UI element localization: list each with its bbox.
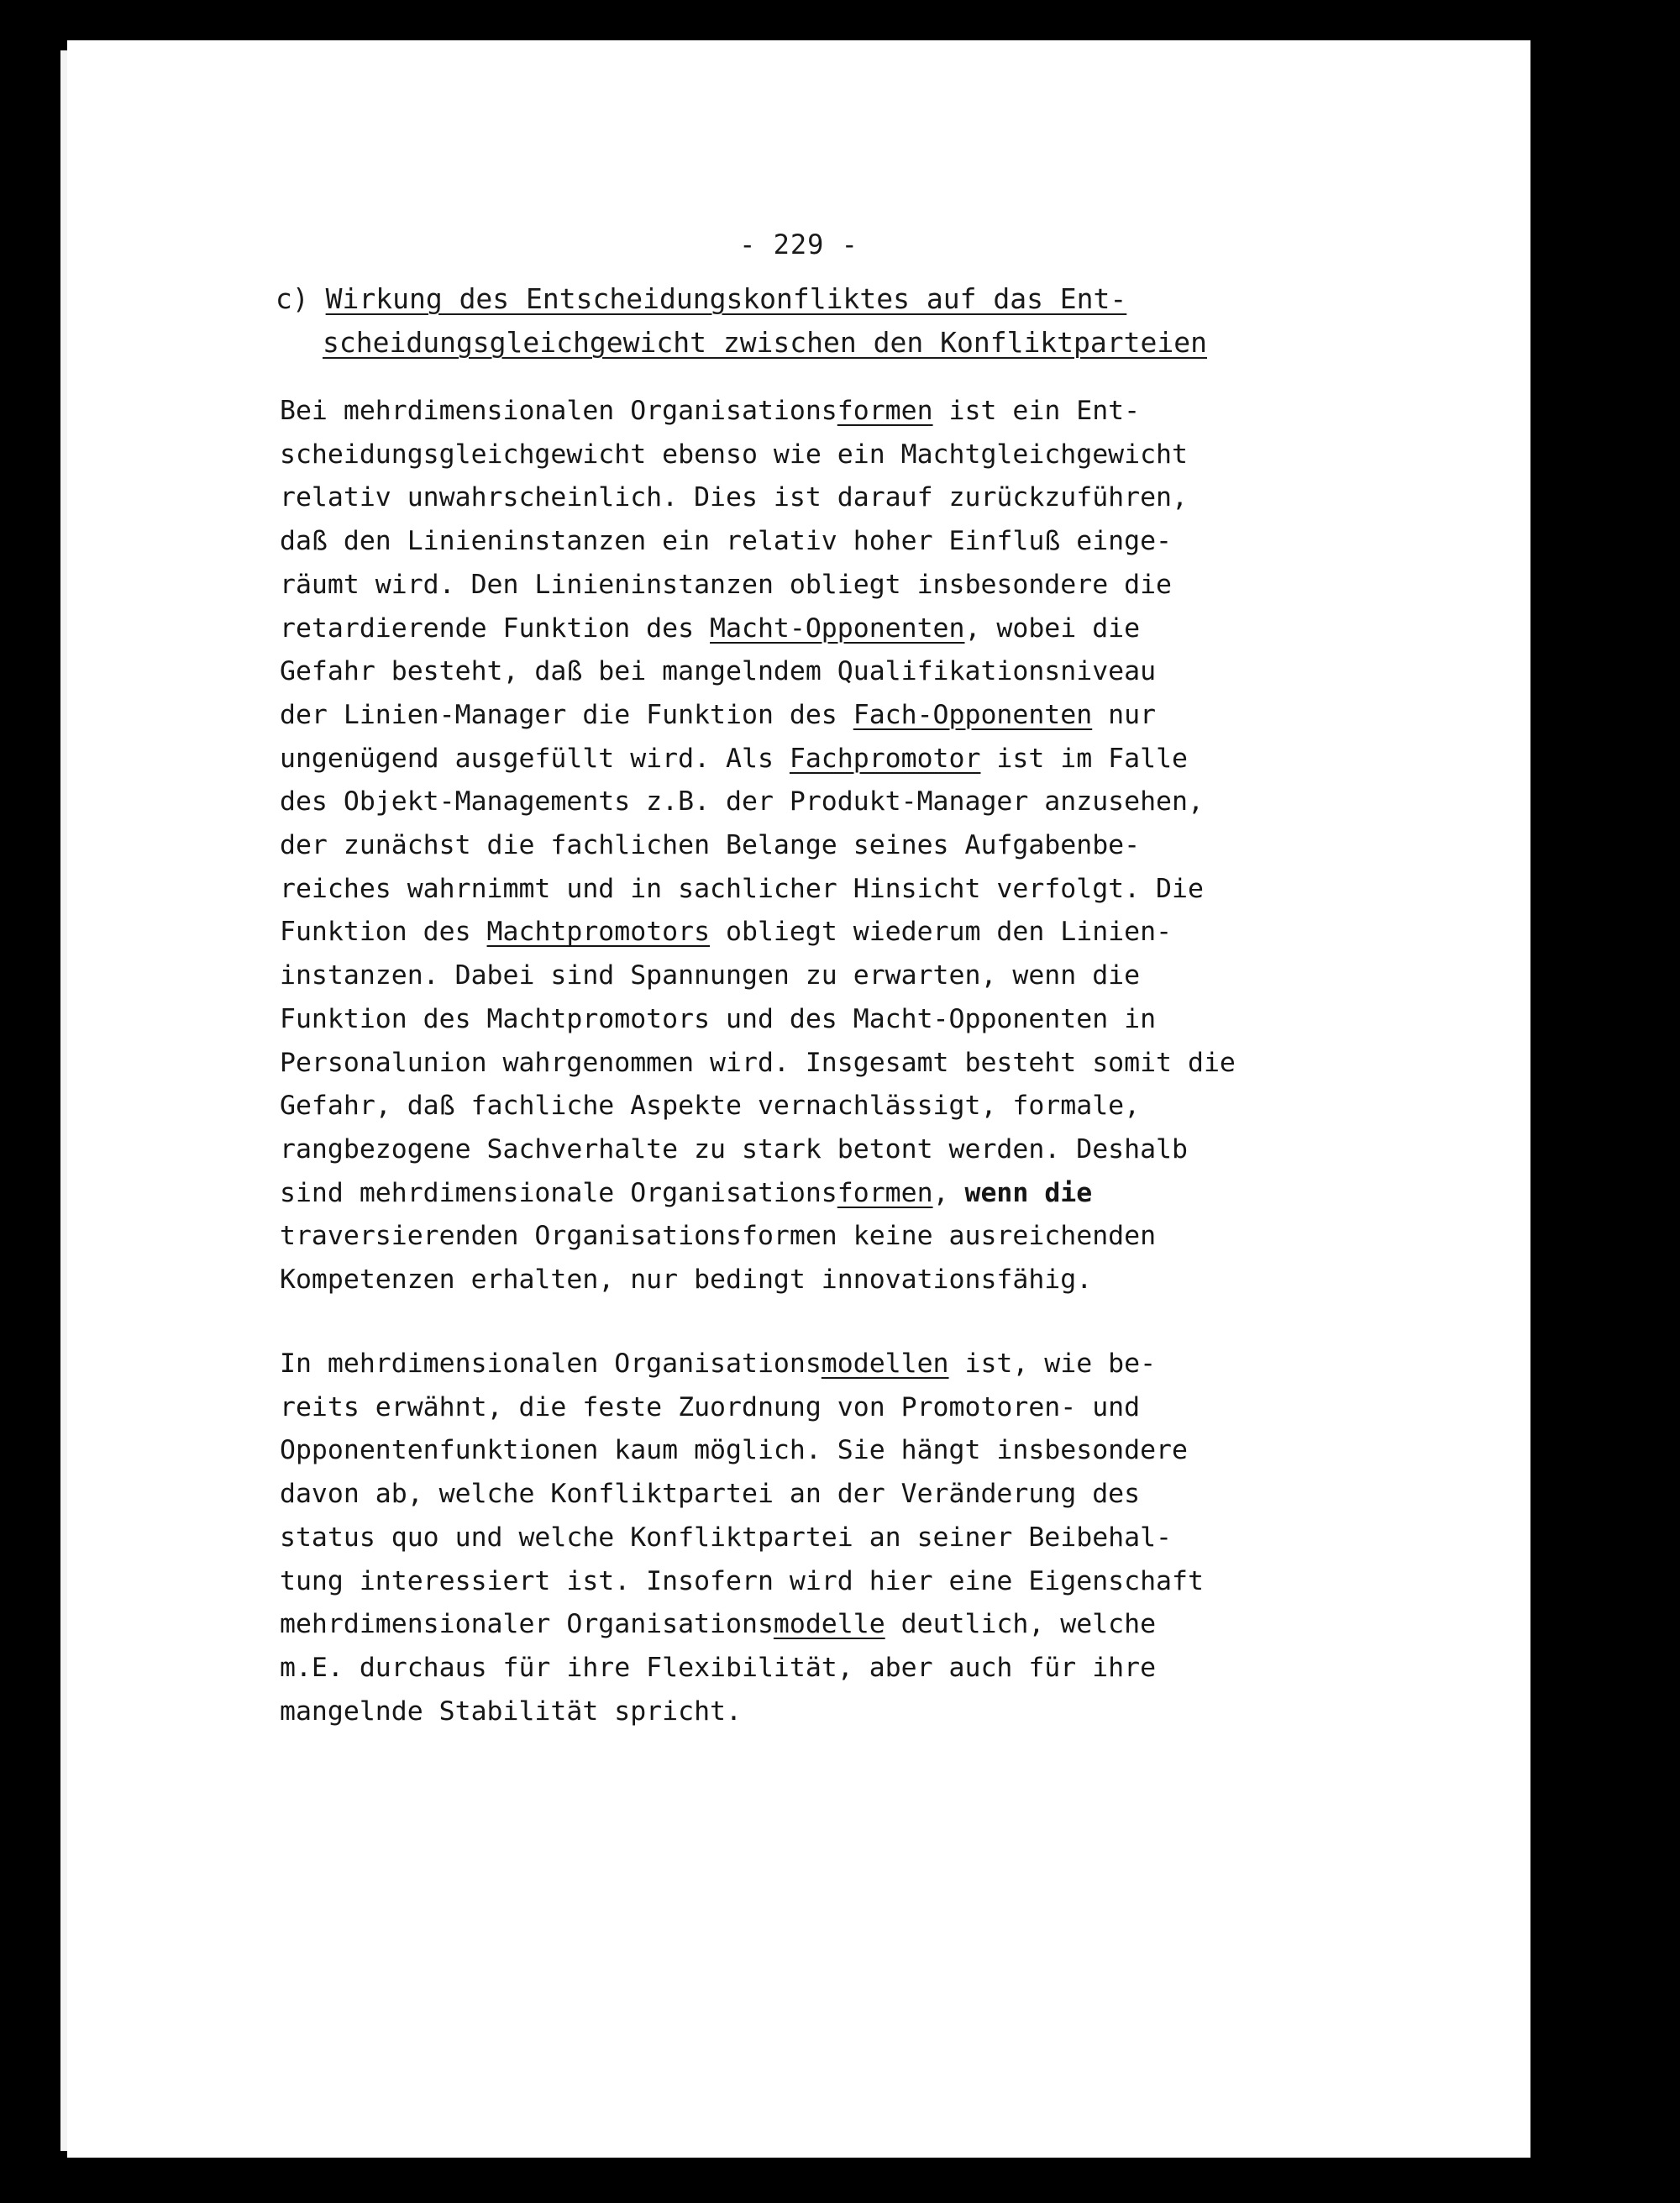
text-run: ist, wie be- [948, 1349, 1157, 1379]
underlined-term: formen [837, 396, 933, 426]
text-run: , wobei die [964, 613, 1141, 644]
text-run: nur [1092, 699, 1157, 730]
text-run: Funktion des [280, 917, 487, 948]
text-line: Gefahr, daß fachliche Aspekte vernachlässigt, formale, [280, 1091, 1141, 1122]
paragraph-1 [280, 390, 1236, 1302]
text-run: ist im Falle [980, 743, 1188, 774]
text-line: m.E. durchaus für ihre Flexibilität, aber auch für ihre [280, 1652, 1157, 1683]
underlined-term: formen [837, 1177, 933, 1208]
underlined-term: Macht-Opponenten [710, 613, 965, 644]
text-line: Opponentenfunktionen kaum möglich. Sie hängt insbesondere [280, 1435, 1188, 1466]
text-line: scheidungsgleichgewicht ebenso wie ein Machtgleichgewicht [280, 439, 1188, 470]
heading-line-1: Wirkung des Entscheidungskonfliktes auf das Ent- [325, 282, 1127, 315]
text-run: mehrdimensionaler Organisations [280, 1609, 774, 1640]
text-line: reiches wahrnimmt und in sachlicher Hinsicht verfolgt. Die [280, 873, 1204, 904]
text-line: daß den Linieninstanzen ein relativ hoher Einfluß einge- [280, 526, 1173, 557]
text-line: rangbezogene Sachverhalte zu stark betont werden. Deshalb [280, 1133, 1188, 1165]
text-line: Personalunion wahrgenommen wird. Insgesamt besteht somit die [280, 1047, 1236, 1078]
text-line: räumt wird. Den Linieninstanzen obliegt insbesondere die [280, 569, 1173, 600]
text-run: In mehrdimensionalen Organisations [280, 1349, 822, 1379]
section-heading [276, 277, 1207, 365]
text-run: sind mehrdimensionale Organisations [280, 1177, 837, 1208]
text-line: Funktion des Machtpromotors und des Macht-Opponenten in [280, 1003, 1157, 1034]
text-run: obliegt wiederum den Linien- [710, 917, 1173, 948]
text-run: ist ein Ent- [932, 396, 1141, 426]
page-number: - 229 - [739, 229, 858, 260]
text-line: traversierenden Organisationsformen keine ausreichenden [280, 1221, 1157, 1252]
text-line: der zunächst die fachlichen Belange seines Aufgabenbe- [280, 830, 1141, 861]
text-run: Bei mehrdimensionalen Organisations [280, 396, 837, 426]
text-run: ungenügend ausgefüllt wird. Als [280, 743, 790, 774]
heading-line-2: scheidungsgleichgewicht zwischen den Konfliktparteien [323, 326, 1207, 359]
heading-marker: c) [276, 282, 309, 315]
text-line: instanzen. Dabei sind Spannungen zu erwarten, wenn die [280, 960, 1141, 991]
underlined-term: modellen [821, 1349, 949, 1379]
text-run: deutlich, welche [885, 1609, 1157, 1640]
underlined-term: modelle [773, 1609, 885, 1640]
underlined-term: Fach-Opponenten [853, 699, 1093, 730]
text-line: status quo und welche Konfliktpartei an seiner Beibehal- [280, 1522, 1173, 1553]
underlined-term: Machtpromotors [486, 917, 711, 948]
text-line: Gefahr besteht, daß bei mangelndem Qualifikationsniveau [280, 656, 1157, 687]
text-line: tung interessiert ist. Insofern wird hier eine Eigenschaft [280, 1565, 1204, 1596]
paragraph-2 [280, 1343, 1204, 1733]
text-line: Kompetenzen erhalten, nur bedingt innovationsfähig. [280, 1264, 1093, 1296]
text-line: davon ab, welche Konfliktpartei an der Veränderung des [280, 1479, 1141, 1510]
text-line: des Objekt-Managements z.B. der Produkt-Manager anzusehen, [280, 786, 1204, 818]
text-line: mangelnde Stabilität spricht. [280, 1696, 742, 1727]
text-run: der Linien-Manager die Funktion des [280, 699, 853, 730]
text-run: , [932, 1177, 965, 1208]
underlined-term: Fachpromotor [789, 743, 981, 774]
scan-left-margin [0, 0, 67, 2203]
text-line: relativ unwahrscheinlich. Dies ist darauf zurückzuführen, [280, 482, 1188, 513]
text-line: reits erwähnt, die feste Zuordnung von Promotoren- und [280, 1391, 1141, 1422]
bold-text-run: wenn die [964, 1177, 1093, 1208]
text-run: retardierende Funktion des [280, 613, 711, 644]
